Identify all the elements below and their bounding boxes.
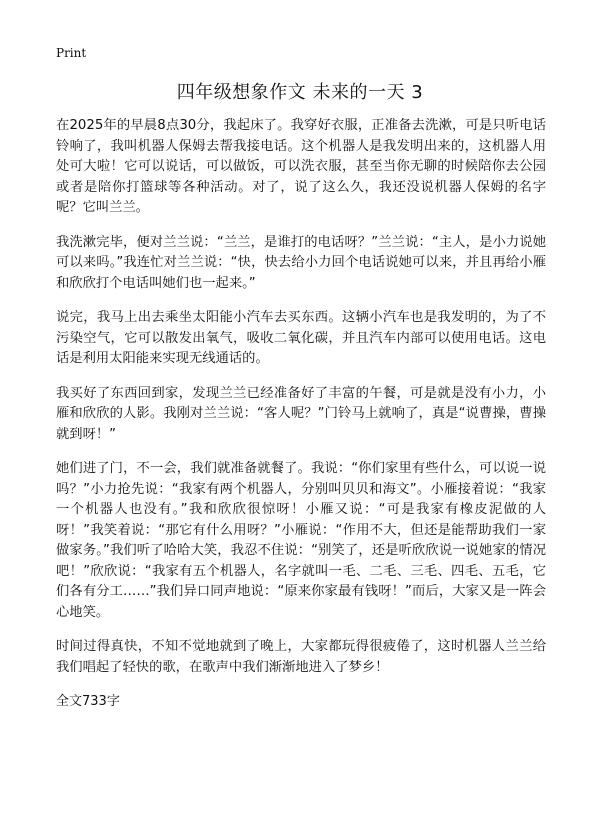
print-link[interactable]: Print [56, 46, 87, 60]
word-count: 全文733字 [56, 694, 120, 709]
paragraph-2: 我洗漱完毕，便对兰兰说：“兰兰，是谁打的电话呀？”兰兰说：“主人，是小力说她可以来吗。”我连忙对兰兰说：“快，快去给小力回个电话说她可以来，并且再给小雁和欣欣打个电话叫她们也一起来。” [56, 234, 546, 291]
article-body [56, 116, 546, 712]
paragraph-1: 在2025年的早晨8点30分，我起床了。我穿好衣服，正准备去洗漱，可是只听电话铃响了，我叫机器人保姆去帮我接电话。这个机器人是我发明出来的，这机器人用处可大啦！它可以说话，可以做饭，可以洗衣服，甚至当你无聊的时候陪你去公园或者是陪你打篮球等各种活动。对了，说了这么久，我还没说机器人保姆的名字呢？它叫兰兰。 [56, 118, 546, 215]
page-title: 四年级想象作文 未来的一天 3 [176, 82, 424, 103]
paragraph-5: 她们进了门，不一会，我们就准备就餐了。我说：“你们家里有些什么，可以说一说吗？”小力抢先说：“我家有两个机器人，分别叫贝贝和海文”。小雁接着说：“我家一个机器人也没有。”我和欣欣很惊呀！小雁又说：“可是我家有橡皮泥做的人呀！”我笑着说：“那它有什么用呀？”小雁说：“作用不大，但还是能帮助我们一家做家务。”我们听了哈哈大笑，我忍不住说：“别笑了，还是听欣欣说一说她家的情况吧！”欣欣说：“我家有五个机器人，名字就叫一毛、二毛、三毛、四毛、五毛，它们各有分工……”我们异口同声地说：“原来你家最有钱呀！”而后，大家又是一阵会心地笑。 [56, 461, 546, 620]
paragraph-4: 我买好了东西回到家，发现兰兰已经准备好了丰富的午餐，可是就是没有小力，小雁和欣欣的人影。我刚对兰兰说：“客人呢？”门铃马上就响了，真是“说曹操，曹操就到呀！” [56, 385, 546, 442]
paragraph-6: 时间过得真快，不知不觉地就到了晚上，大家都玩得很疲倦了，这时机器人兰兰给我们唱起了轻快的歌，在歌声中我们渐渐地进入了梦乡！ [56, 639, 546, 675]
paragraph-3: 说完，我马上出去乘坐太阳能小汽车去买东西。这辆小汽车也是我发明的，为了不污染空气，它可以散发出氧气，吸收二氧化碳，并且汽车内部可以使用电话。这电话是利用太阳能来实现无线通话的。 [56, 310, 546, 366]
